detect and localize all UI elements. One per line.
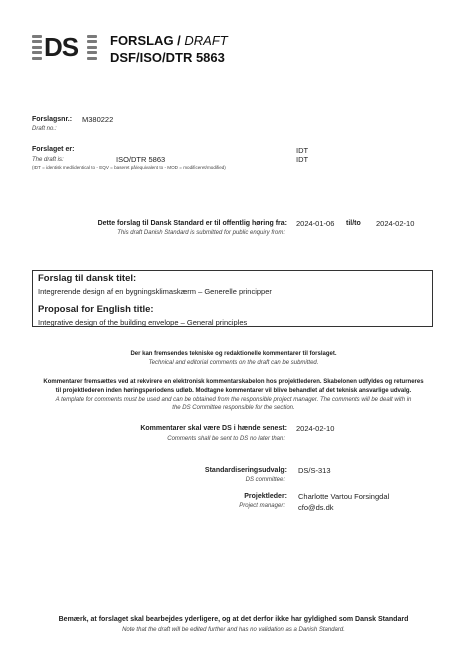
enquiry-to-date: 2024-02-10 (376, 219, 415, 228)
draft-no-label-en: Draft no.: (32, 126, 57, 132)
enquiry-from-date: 2024-01-06 (296, 219, 335, 228)
header-title (110, 32, 228, 49)
committee-label-en: DS committee: (245, 477, 285, 483)
manager-email: cfo@ds.dk (298, 503, 334, 512)
draft-is-value: ISO/DTR 5863 (116, 155, 166, 164)
logo-stripes-right (87, 35, 97, 62)
document-number: DSF/ISO/DTR 5863 (110, 50, 225, 65)
enquiry-label: Dette forslag til Dansk Standard er til offentlig høring fra: (97, 220, 287, 227)
comments-instructions-line2: til projektlederen inden høringsperiodens udløb. Modtagne kommentarer vil blive behandlet af det teknisk ansvarlige udvalg. (55, 388, 412, 394)
footer-note: Bemærk, at forslaget skal bearbejdes yderligere, og at det derfor ikke har gyldighed som Dansk Standard (58, 616, 409, 623)
draft-is-label: Forslaget er: (32, 146, 75, 153)
footer-note-en: Note that the draft will be edited further and has no validation as a Danish Standard. (122, 627, 345, 633)
deadline-label: Kommentarer skal være DS i hænde senest: (140, 425, 287, 432)
enquiry-to-label: til/to (346, 220, 361, 227)
draft-is-code: IDT (296, 146, 309, 155)
draft-is-code-2: IDT (296, 155, 309, 164)
english-title-heading: Proposal for English title: (38, 304, 154, 315)
comments-instructions-en-line2: the DS Committee responsible for the section. (172, 405, 295, 411)
title-forslag: FORSLAG / (110, 33, 181, 48)
logo-stripes-left (32, 35, 42, 62)
draft-no-label: Forslagsnr.: (32, 116, 73, 123)
manager-label: Projektleder: (244, 493, 287, 500)
manager-label-en: Project manager: (239, 503, 285, 509)
committee-value: DS/S-313 (298, 466, 331, 475)
deadline-label-en: Comments shall be sent to DS no later than: (167, 436, 285, 442)
comments-intro: Der kan fremsendes tekniske og redaktionelle kommentarer til forslaget. (130, 351, 337, 357)
draft-is-legend: (IDT = identisk med/identical to - EQV = baseret på/equivalent to - MOD = modificeret/modified) (32, 165, 226, 170)
draft-no-value: M380222 (82, 115, 114, 124)
draft-is-label-en: The draft is: (32, 157, 64, 163)
ds-logo (32, 34, 98, 64)
danish-title-heading: Forslag til dansk titel: (38, 273, 137, 284)
english-title: Integrative design of the building envelope – General principles (38, 318, 248, 327)
deadline-date: 2024-02-10 (296, 424, 335, 433)
comments-instructions-line1: Kommentarer fremsættes ved at rekvirere en elektronisk kommentarskabelon hos projektlederen. Skabelonen udfyldes og returneres (43, 379, 424, 385)
manager-name: Charlotte Vartou Forsingdal (298, 492, 390, 501)
danish-title: Integrerende design af en bygningsklimaskærm – Generelle principper (38, 287, 272, 296)
committee-label: Standardiseringsudvalg: (204, 467, 287, 474)
title-draft: DRAFT (184, 33, 228, 48)
logo-text: DS (44, 32, 79, 62)
enquiry-label-en: This draft Danish Standard is submitted for public enquiry from: (117, 230, 285, 236)
comments-intro-en: Technical and editorial comments on the draft can be submitted. (148, 360, 319, 366)
comments-instructions-en-line1: A template for comments must be used and can be obtained from the responsible project manager. The comments will be dealt with in (55, 397, 412, 403)
